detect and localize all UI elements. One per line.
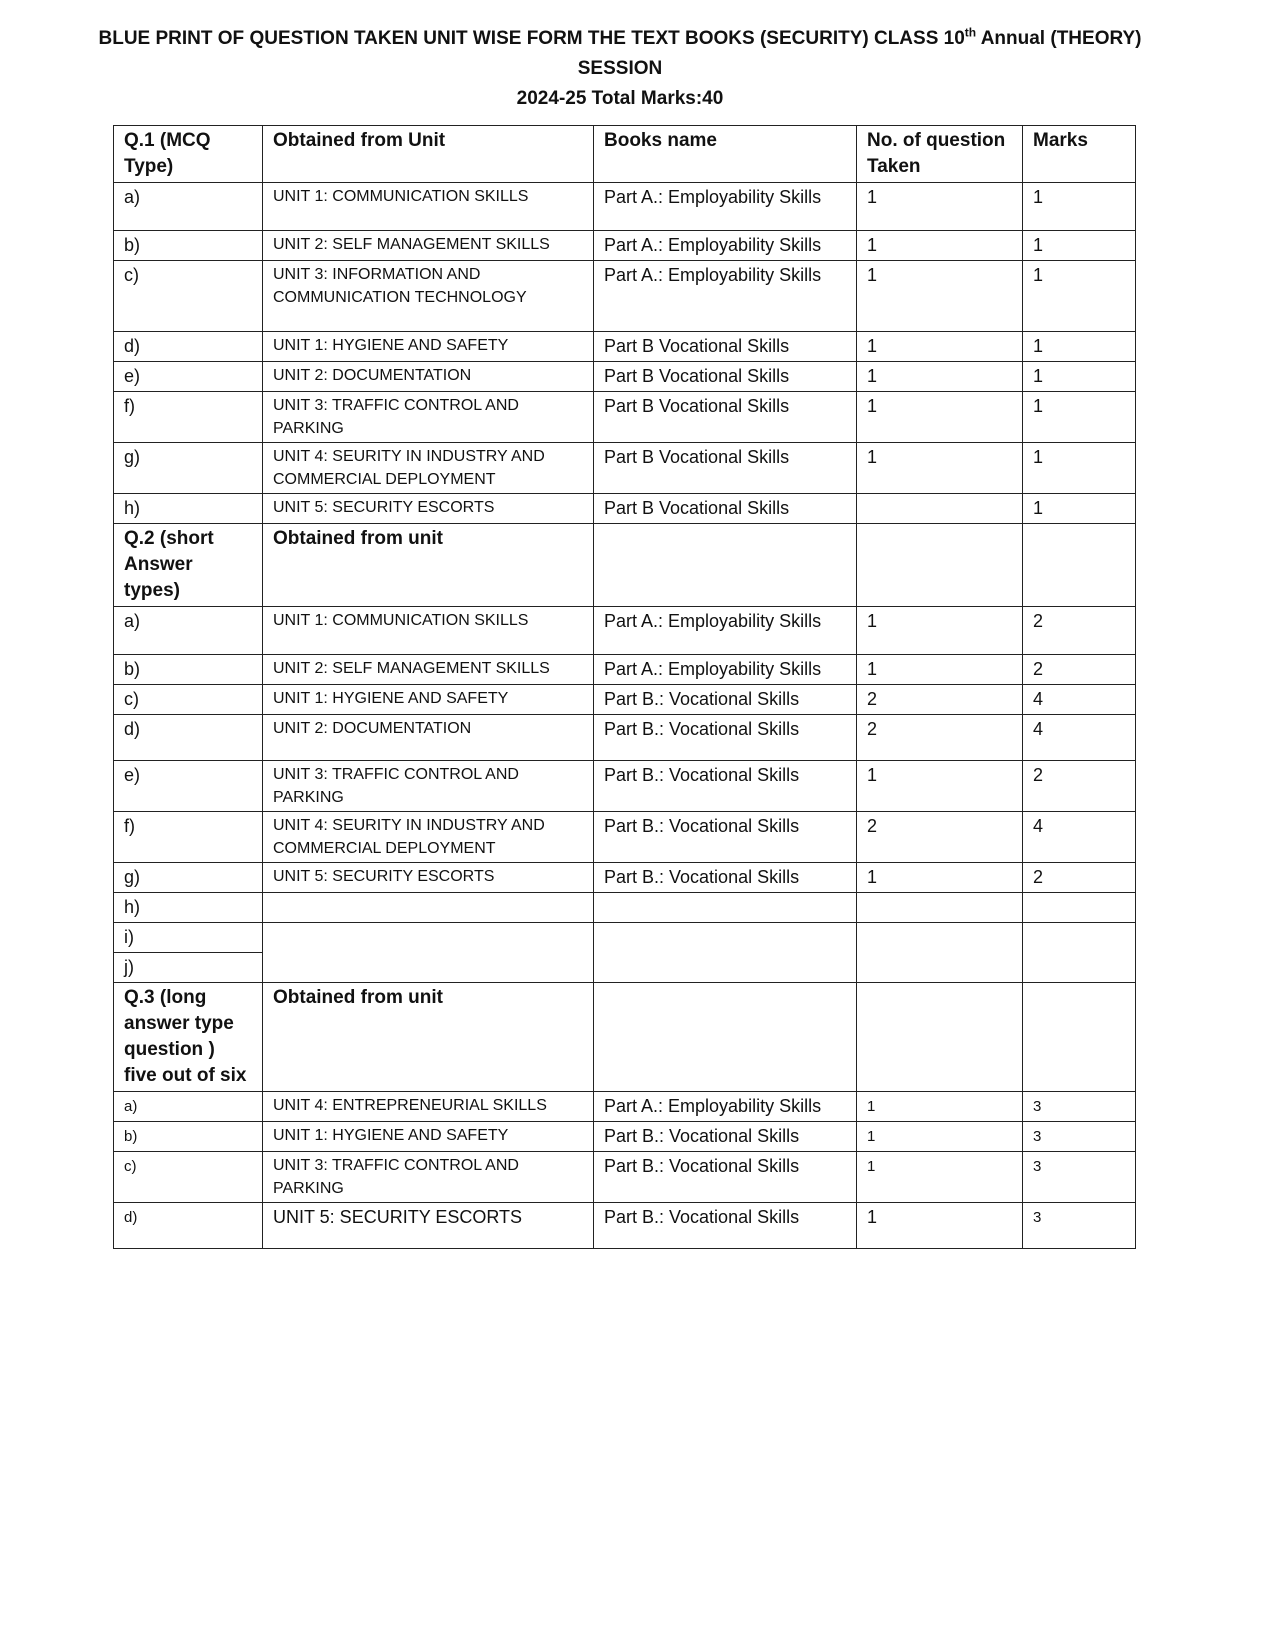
question-cell: d) — [114, 715, 263, 761]
header-count: No. of question Taken — [857, 126, 1023, 183]
unit-cell: UNIT 5: SECURITY ESCORTS — [263, 494, 594, 524]
question-cell: g) — [114, 443, 263, 494]
table-row — [114, 231, 1136, 261]
unit-cell: UNIT 1: HYGIENE AND SAFETY — [263, 685, 594, 715]
section-header-row — [114, 983, 1136, 1092]
table-row — [114, 494, 1136, 524]
empty-cell — [263, 893, 594, 923]
unit-cell: UNIT 5: SECURITY ESCORTS — [263, 1203, 594, 1249]
unit-cell: UNIT 3: TRAFFIC CONTROL AND PARKING — [263, 1152, 594, 1203]
question-cell: b) — [114, 231, 263, 261]
table-row — [114, 685, 1136, 715]
empty-cell — [1023, 893, 1136, 923]
section3-question-label: Q.3 (long answer type question ) five out of six — [114, 983, 263, 1092]
table-row — [114, 761, 1136, 812]
book-cell: Part B Vocational Skills — [594, 332, 857, 362]
marks-cell: 1 — [1023, 261, 1136, 332]
question-cell: c) — [114, 1152, 263, 1203]
count-cell: 1 — [857, 1203, 1023, 1249]
empty-cell — [594, 524, 857, 607]
book-cell: Part B.: Vocational Skills — [594, 715, 857, 761]
book-cell: Part B.: Vocational Skills — [594, 685, 857, 715]
count-cell: 1 — [857, 863, 1023, 893]
empty-cell — [594, 983, 857, 1092]
question-cell: c) — [114, 261, 263, 332]
section2-unit-label: Obtained from unit — [263, 524, 594, 607]
question-cell: c) — [114, 685, 263, 715]
table-row — [114, 607, 1136, 655]
unit-cell: UNIT 3: TRAFFIC CONTROL AND PARKING — [263, 761, 594, 812]
count-cell: 1 — [857, 655, 1023, 685]
question-cell: b) — [114, 1122, 263, 1152]
section-header-row — [114, 524, 1136, 607]
count-cell: 2 — [857, 812, 1023, 863]
unit-cell: UNIT 1: HYGIENE AND SAFETY — [263, 332, 594, 362]
question-cell: a) — [114, 607, 263, 655]
marks-cell: 4 — [1023, 685, 1136, 715]
blueprint-table — [113, 125, 1136, 1249]
marks-cell: 1 — [1023, 362, 1136, 392]
question-cell: i) — [114, 923, 263, 953]
empty-cell — [857, 893, 1023, 923]
unit-cell: UNIT 4: SEURITY IN INDUSTRY AND COMMERCIAL DEPLOYMENT — [263, 443, 594, 494]
table-row — [114, 443, 1136, 494]
unit-cell: UNIT 1: HYGIENE AND SAFETY — [263, 1122, 594, 1152]
count-cell: 1 — [857, 1092, 1023, 1122]
table-row — [114, 715, 1136, 761]
empty-cell — [857, 983, 1023, 1092]
empty-cell — [1023, 923, 1136, 983]
marks-cell: 1 — [1023, 231, 1136, 261]
empty-cell — [594, 923, 857, 983]
count-cell — [857, 494, 1023, 524]
table-row — [114, 923, 1136, 953]
table-row — [114, 1092, 1136, 1122]
question-cell: a) — [114, 1092, 263, 1122]
table-row — [114, 332, 1136, 362]
count-cell: 1 — [857, 1122, 1023, 1152]
count-cell: 1 — [857, 607, 1023, 655]
marks-cell: 3 — [1023, 1203, 1136, 1249]
unit-cell: UNIT 3: TRAFFIC CONTROL AND PARKING — [263, 392, 594, 443]
book-cell: Part A.: Employability Skills — [594, 607, 857, 655]
unit-cell: UNIT 2: SELF MANAGEMENT SKILLS — [263, 231, 594, 261]
question-cell: j) — [114, 953, 263, 983]
unit-cell: UNIT 5: SECURITY ESCORTS — [263, 863, 594, 893]
marks-cell: 4 — [1023, 715, 1136, 761]
book-cell: Part B Vocational Skills — [594, 494, 857, 524]
question-cell: h) — [114, 494, 263, 524]
empty-cell — [857, 524, 1023, 607]
count-cell: 2 — [857, 685, 1023, 715]
page-title — [60, 24, 1180, 114]
table-row — [114, 261, 1136, 332]
unit-cell: UNIT 2: DOCUMENTATION — [263, 715, 594, 761]
book-cell: Part A.: Employability Skills — [594, 183, 857, 231]
count-cell: 1 — [857, 1152, 1023, 1203]
unit-cell: UNIT 1: COMMUNICATION SKILLS — [263, 183, 594, 231]
table-row — [114, 1152, 1136, 1203]
table-row — [114, 362, 1136, 392]
title-line-2: 2024-25 Total Marks:40 — [516, 88, 724, 109]
table-row — [114, 1203, 1136, 1249]
marks-cell: 3 — [1023, 1092, 1136, 1122]
empty-cell — [1023, 524, 1136, 607]
question-cell: f) — [114, 392, 263, 443]
unit-cell: UNIT 4: ENTREPRENEURIAL SKILLS — [263, 1092, 594, 1122]
book-cell: Part B.: Vocational Skills — [594, 812, 857, 863]
table-row — [114, 1122, 1136, 1152]
table-header-row — [114, 126, 1136, 183]
book-cell: Part B Vocational Skills — [594, 392, 857, 443]
empty-cell — [1023, 983, 1136, 1092]
book-cell: Part B.: Vocational Skills — [594, 863, 857, 893]
section2-question-label: Q.2 (short Answer types) — [114, 524, 263, 607]
unit-cell: UNIT 3: INFORMATION AND COMMUNICATION TECHNOLOGY — [263, 261, 594, 332]
table-row — [114, 863, 1136, 893]
book-cell: Part A.: Employability Skills — [594, 261, 857, 332]
book-cell: Part A.: Employability Skills — [594, 1092, 857, 1122]
marks-cell: 1 — [1023, 332, 1136, 362]
table-row — [114, 392, 1136, 443]
count-cell: 1 — [857, 332, 1023, 362]
unit-cell: UNIT 2: SELF MANAGEMENT SKILLS — [263, 655, 594, 685]
table-row — [114, 655, 1136, 685]
header-marks: Marks — [1023, 126, 1136, 183]
count-cell: 1 — [857, 362, 1023, 392]
header-unit: Obtained from Unit — [263, 126, 594, 183]
question-cell: e) — [114, 761, 263, 812]
book-cell: Part B.: Vocational Skills — [594, 761, 857, 812]
marks-cell: 2 — [1023, 761, 1136, 812]
unit-cell: UNIT 1: COMMUNICATION SKILLS — [263, 607, 594, 655]
empty-cell — [594, 893, 857, 923]
empty-cell — [857, 923, 1023, 983]
count-cell: 1 — [857, 443, 1023, 494]
question-cell: h) — [114, 893, 263, 923]
table-row — [114, 893, 1136, 923]
book-cell: Part B Vocational Skills — [594, 362, 857, 392]
marks-cell: 4 — [1023, 812, 1136, 863]
book-cell: Part B.: Vocational Skills — [594, 1203, 857, 1249]
marks-cell: 2 — [1023, 655, 1136, 685]
question-cell: b) — [114, 655, 263, 685]
table-row — [114, 183, 1136, 231]
marks-cell: 1 — [1023, 443, 1136, 494]
count-cell: 1 — [857, 761, 1023, 812]
title-line-1: BLUE PRINT OF QUESTION TAKEN UNIT WISE FORM THE TEXT BOOKS (SECURITY) CLASS 10th Annual (THEORY) SESSION — [98, 25, 1142, 79]
count-cell: 1 — [857, 183, 1023, 231]
book-cell: Part B Vocational Skills — [594, 443, 857, 494]
section3-unit-label: Obtained from unit — [263, 983, 594, 1092]
question-cell: d) — [114, 332, 263, 362]
question-cell: g) — [114, 863, 263, 893]
count-cell: 1 — [857, 261, 1023, 332]
marks-cell: 2 — [1023, 863, 1136, 893]
question-cell: f) — [114, 812, 263, 863]
count-cell: 1 — [857, 392, 1023, 443]
question-cell: a) — [114, 183, 263, 231]
table-row — [114, 812, 1136, 863]
book-cell: Part B.: Vocational Skills — [594, 1152, 857, 1203]
book-cell: Part A.: Employability Skills — [594, 655, 857, 685]
empty-cell — [263, 923, 594, 983]
count-cell: 2 — [857, 715, 1023, 761]
unit-cell: UNIT 2: DOCUMENTATION — [263, 362, 594, 392]
unit-cell: UNIT 4: SEURITY IN INDUSTRY AND COMMERCIAL DEPLOYMENT — [263, 812, 594, 863]
marks-cell: 1 — [1023, 183, 1136, 231]
marks-cell: 3 — [1023, 1122, 1136, 1152]
header-books: Books name — [594, 126, 857, 183]
question-cell: e) — [114, 362, 263, 392]
marks-cell: 1 — [1023, 392, 1136, 443]
count-cell: 1 — [857, 231, 1023, 261]
book-cell: Part B.: Vocational Skills — [594, 1122, 857, 1152]
book-cell: Part A.: Employability Skills — [594, 231, 857, 261]
header-question: Q.1 (MCQ Type) — [114, 126, 263, 183]
question-cell: d) — [114, 1203, 263, 1249]
marks-cell: 3 — [1023, 1152, 1136, 1203]
marks-cell: 2 — [1023, 607, 1136, 655]
marks-cell: 1 — [1023, 494, 1136, 524]
